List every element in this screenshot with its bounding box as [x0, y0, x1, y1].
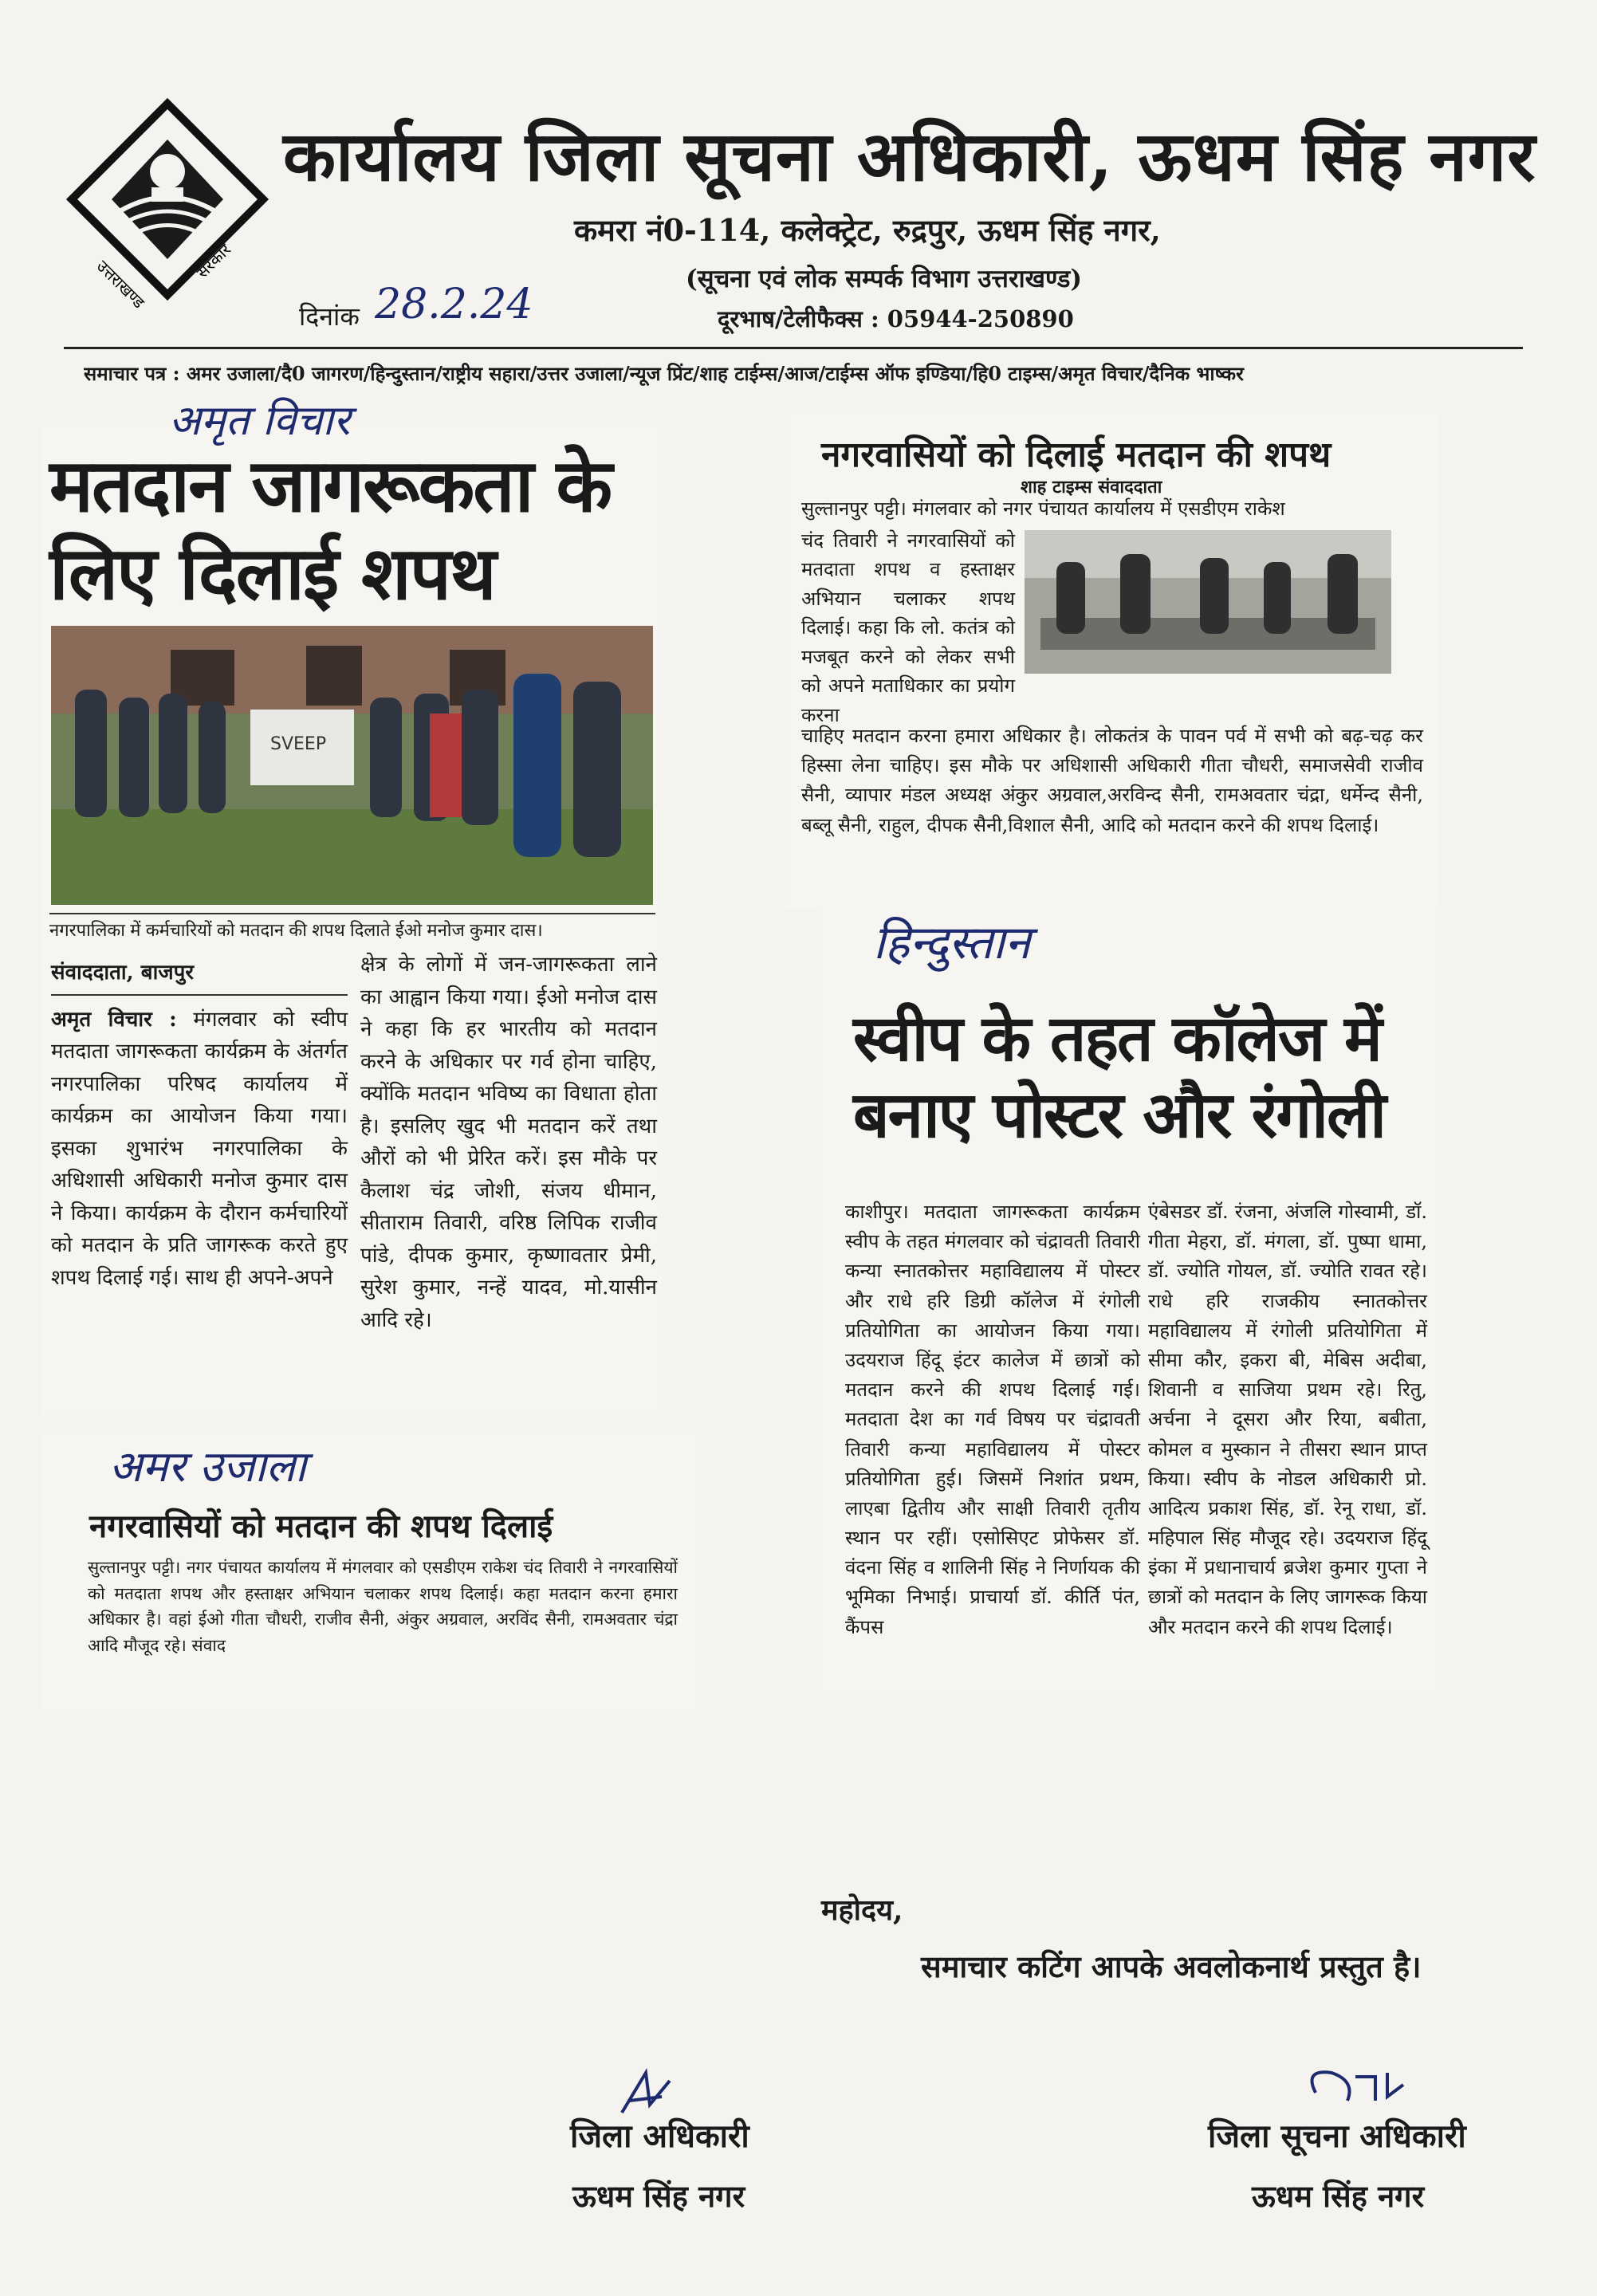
salutation: महोदय, [821, 1893, 903, 1927]
news-clipping-amrit-vichar [41, 397, 662, 1415]
header-divider [64, 347, 1523, 349]
photo-banner-text: SVEEP [270, 734, 327, 754]
article-text: मंगलवार को स्वीप मतदाता जागरूकता कार्यक्रम के अंतर्गत नगरपालिका परिषद कार्यालय में कार्यक्रम का आयोजन किया गया। इसका शुभारंभ नगरपालिका के अधिशासी अधिकारी मनोज कुमार दास ने किया। कार्यक्रम के दौरान कर्मचारियों को मतदान के प्रति जागरूक करते हुए शपथ दिलाई गई। साथ ही अपने-अपने [51, 1007, 348, 1290]
district-information-officer-title: जिला सूचना अधिकारी [1208, 2117, 1466, 2155]
signature-district-information-officer [1300, 2061, 1419, 2109]
source-handwritten-tag: अमर उजाला [109, 1441, 307, 1492]
newspaper-list: समाचार पत्र : अमर उजाला/दै0 जागरण/हिन्दुस्तान/राष्ट्रीय सहारा/उत्तर उजाला/न्यूज प्रिंट/शाह टाईम्स/आज/टाईम्स ऑफ इण्डिया/हि0 टाइम्स/अमृत विचार/दैनिक भाष्कर [84, 362, 1244, 385]
clipping-headline: नगरवासियों को दिलाई मतदान की शपथ [821, 434, 1331, 475]
logo-text-left: उत्तराखण्ड [92, 256, 149, 311]
article-lead: अमृत विचार : [51, 1007, 177, 1032]
source-handwritten-tag: अमृत विचार [169, 397, 351, 445]
news-photo-oath-ceremony [51, 626, 653, 905]
clipping-headline: स्वीप के तहत कॉलेज में बनाए पोस्टर और रंगोली [853, 1001, 1385, 1152]
article-body: सुल्तानपुर पट्टी। नगर पंचायत कार्यालय में मंगलवार को एसडीएम राकेश चंद तिवारी ने नगरवासियों को मतदाता शपथ और हस्ताक्षर अभियान चलाकर शपथ दिलाई। कहा मतदान करना हमारा अधिकार है। वहां ईओ गीता चौधरी, राजीव सैनी, अंकुर अग्रवाल, अरविंद सैनी, रामअवतार चंद्रा आदि मौजूद रहे। संवाद [88, 1558, 678, 1655]
forwarding-note: समाचार कटिंग आपके अवलोकनार्थ प्रस्तुत है। [921, 1948, 1422, 1984]
logo-text-right: सरकार [192, 239, 235, 282]
article-body: चाहिए मतदान करना हमारा अधिकार है। लोकतंत्र के पावन पर्व में सभी को बढ़-चढ़ कर हिस्सा लेना चाहिए। इस मौके पर अधिशासी अधिकारी गीता चौधरी, समाजसेवी राजीव सैनी, व्यापार मंडल अध्यक्ष अंकुर अग्रवाल,अरविन्द सैनी, रामअवतार चंद्रा, धर्मेन्द सैनी, बब्लू सैनी, राहुल, दीपक सैनी,विशाल सैनी, आदि को मतदान करने की शपथ दिलाई। [801, 725, 1423, 836]
photo-caption: नगरपालिका में कर्मचारियों को मतदान की शपथ दिलाते ईओ मनोज कुमार दास। [49, 913, 655, 942]
clipping-subhead: शाह टाइम्स संवाददाता [1021, 477, 1162, 497]
clipping-headline: नगरवासियों को मतदान की शपथ दिलाई [89, 1508, 553, 1545]
article-lead: सुल्तानपुर पट्टी। मंगलवार को नगर पंचायत कार्यालय में एसडीएम राकेश [801, 497, 1285, 520]
date-value: 28.2.24 [375, 281, 533, 328]
article-column-2: क्षेत्र के लोगों में जन-जागरूकता लाने का आह्वान किया गया। ईओ मनोज दास ने कहा कि हर भारतीय को मतदान करने के अधिकार पर गर्व होना चाहिए, क्योंकि मतदान भविष्य का विधाता होता है। इसलिए खुद भी मतदान करें तथा औरों को भी प्रेरित करें। इस मौके पर कैलाश चंद्र जोशी, संजय धीमान, सीताराम तिवारी, वरिष्ठ लिपिक राजीव पांडे, दीपक कुमार, कृष्णावतार प्रेमी, सुरेश कुमार, नन्हें यादव, मो.यासीन आदि रहे। [360, 953, 657, 1333]
news-clipping-hindustan [821, 909, 1435, 1690]
office-title: कार्यालय जिला सूचना अधिकारी, ऊधम सिंह नगर [283, 116, 1536, 197]
article-column-2: एंबेसडर डॉ. रंजना, अंजलि गोस्वामी, डॉ. गीता मेहरा, डॉ. मंगला, डॉ. पुष्पा धामा, डॉ. ज्योति गोयल, डॉ. ज्योति रावत रहे। राधे हरि राजकीय स्नातकोत्तर महाविद्यालय में रंगोली प्रतियोगिता में सीमा कौर, इकरा बी, मेबिस अदीबा, शिवानी व साजिया प्रथम रहे। रितु, अर्चना ने दूसरा और रिया, बबीता, कोमल व मुस्कान ने तीसरा स्थान प्राप्त किया। स्वीप के नोडल अधिकारी प्रो. आदित्य प्रकाश सिंह, डॉ. रेनू राधा, डॉ. महिपाल सिंह मौजूद रहे। उदयराज हिंदू इंका में प्रधानाचार्य ब्रजेश कुमार गुप्ता ने छात्रों को मतदान के लिए जागरूक किया और मतदान करने की शपथ दिलाई। [1148, 1201, 1427, 1638]
district-magistrate-title: जिला अधिकारी [570, 2117, 749, 2155]
uttarakhand-emblem-logo [64, 96, 271, 311]
news-clipping-amar-ujala [41, 1435, 695, 1710]
district-information-officer-place: ऊधम सिंह नगर [1252, 2178, 1425, 2214]
office-address: कमरा नं0-114, कलेक्ट्रेट, रुद्रपुर, ऊधम सिंह नगर, [574, 212, 1161, 248]
department-name: (सूचना एवं लोक सम्पर्क विभाग उत्तराखण्ड) [686, 265, 1082, 293]
district-magistrate-place: ऊधम सिंह नगर [572, 2178, 745, 2214]
date-label: दिनांक [299, 301, 360, 332]
phone-number: दूरभाष/टेलीफैक्स : 05944-250890 [718, 305, 1074, 332]
news-photo-signature-campaign [1025, 530, 1391, 674]
article-side-text: चंद तिवारी ने नगरवासियों को मतदाता शपथ व हस्ताक्षर अभियान चलाकर शपथ दिलाई। कहा कि लो. कतंत्र को मजबूत करने को लेकर सभी को अपने मताधिकार का प्रयोग करना [801, 529, 1015, 726]
news-clipping-shah-times [785, 415, 1439, 909]
article-byline: संवाददाता, बाजपुर [51, 961, 195, 985]
source-handwritten-tag: हिन्दुस्तान [873, 915, 1031, 969]
article-column-1: काशीपुर। मतदाता जागरूकता कार्यक्रम स्वीप के तहत मंगलवार को चंद्रावती तिवारी कन्या स्नातकोत्तर महाविद्यालय में पोस्टर और राधे हरि डिग्री कॉलेज में रंगोली प्रतियोगिता का आयोजन किया गया। उदयराज हिंदू इंटर कालेज में छात्रों को मतदान करने की शपथ दिलाई गई। मतदाता देश का गर्व विषय पर चंद्रावती तिवारी कन्या महाविद्यालय में पोस्टर प्रतियोगिता हुई। जिसमें निशांत प्रथम, लाएबा द्वितीय और साक्षी तिवारी तृतीय स्थान पर रहीं। एसोसिएट प्रोफेसर डॉ. वंदना सिंह व शालिनी सिंह ने निर्णायक की भूमिका निभाई। प्राचार्या डॉ. कीर्ति पंत, कैंपस [845, 1201, 1140, 1638]
clipping-headline: मतदान जागरूकता के लिए दिलाई शपथ [49, 443, 612, 617]
article-column-1 [51, 957, 348, 1294]
